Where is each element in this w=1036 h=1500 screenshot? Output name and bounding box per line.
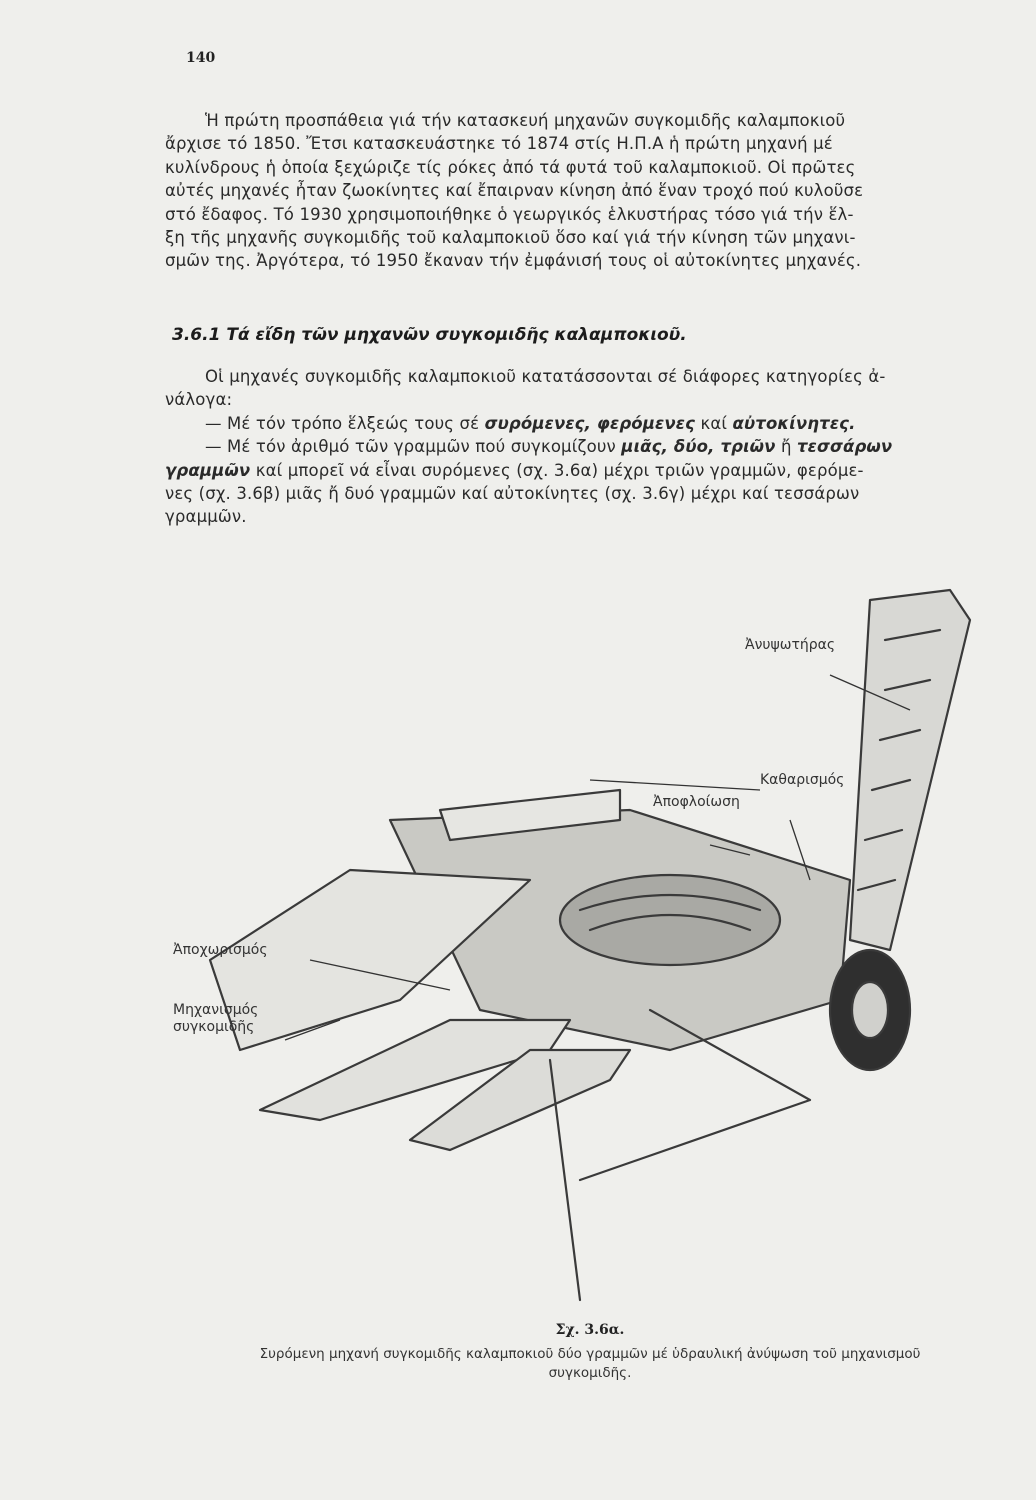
figure-corn-harvester bbox=[150, 580, 1030, 1320]
elevator bbox=[850, 590, 970, 950]
label-mechanism-line: Μηχανισμός bbox=[173, 1002, 259, 1018]
intro-line: αὐτές μηχανές ἦταν ζωοκίνητες καί ἔπαιρναν κίνηση ἀπό ἕναν τροχό πού κυλοῦσε bbox=[165, 181, 864, 201]
item-term: τεσσάρων bbox=[796, 437, 893, 457]
caption-line: συγκομιδῆς. bbox=[548, 1365, 632, 1381]
item-text: ἤ bbox=[775, 437, 797, 457]
label-separation: Ἀποχωρισμός bbox=[173, 942, 268, 958]
label-cleaning: Καθαρισμός bbox=[760, 772, 845, 788]
item-text: καί μπορεῖ νά εἶναι συρόμενες (σχ. 3.6α) μέχρι τριῶν γραμμῶν, φερόμε- bbox=[250, 460, 864, 480]
section-heading: 3.6.1 Τά εἴδη τῶν μηχανῶν συγκομιδῆς καλαμποκιοῦ. bbox=[172, 325, 687, 345]
intro-line: κυλίνδρους ἡ ὁποία ξεχώριζε τίς ρόκες ἀπό τά φυτά τοῦ καλαμποκιοῦ. Οἱ πρῶτες bbox=[165, 157, 856, 177]
section-intro-line: νάλογα: bbox=[165, 390, 233, 410]
intro-line: ξη τῆς μηχανῆς συγκομιδῆς τοῦ καλαμποκιοῦ ὅσο καί γιά τήν κίνηση τῶν μηχανι- bbox=[165, 228, 856, 248]
section-intro-line: Οἱ μηχανές συγκομιδῆς καλαμποκιοῦ κατατάσσονται σέ διάφορες κατηγορίες ἀ- bbox=[205, 367, 886, 386]
figure-caption bbox=[160, 1345, 1020, 1383]
intro-line: στό ἔδαφος. Τό 1930 χρησιμοποιήθηκε ὁ γεωργικός ἑλκυστήρας τόσο γιά τήν ἕλ- bbox=[165, 204, 854, 224]
husking-rolls bbox=[560, 875, 780, 965]
item-continuation: γραμμῶν. bbox=[165, 507, 247, 527]
label-mechanism-line: συγκομιδῆς bbox=[173, 1019, 255, 1035]
item-continuation bbox=[165, 459, 1023, 482]
caption-line: Συρόμενη μηχανή συγκομιδῆς καλαμποκιοῦ δύο γραμμῶν μέ ὑδραυλική ἀνύψωση τοῦ μηχανισμοῦ bbox=[259, 1346, 921, 1362]
intro-line: σμῶν της. Ἀργότερα, τό 1950 ἔκαναν τήν ἐμφάνισή τους οἱ αὐτοκίνητες μηχανές. bbox=[165, 251, 862, 271]
category-item-traction bbox=[165, 412, 1023, 435]
label-elevator: Ἀνυψωτήρας bbox=[745, 637, 836, 653]
label-mechanism bbox=[173, 1002, 258, 1036]
item-term: συρόμενες, φερόμενες bbox=[484, 413, 696, 433]
item-text: καί bbox=[695, 413, 733, 433]
item-text: — Μέ τόν ἀριθμό τῶν γραμμῶν πού συγκομίζουν bbox=[205, 437, 622, 457]
item-term: μιᾶς, δύο, τριῶν bbox=[621, 437, 776, 457]
page-number: 140 bbox=[186, 50, 216, 66]
section-paragraph bbox=[165, 365, 1023, 529]
item-text: — Μέ τόν τρόπο ἕλξεώς τους σέ bbox=[205, 413, 485, 433]
intro-paragraph bbox=[165, 109, 1023, 273]
item-term: γραμμῶν bbox=[165, 460, 251, 480]
label-husking: Ἀποφλοίωση bbox=[653, 794, 740, 810]
item-continuation: νες (σχ. 3.6β) μιᾶς ἤ δυό γραμμῶν καί αὐτοκίνητες (σχ. 3.6γ) μέχρι καί τεσσάρων bbox=[165, 484, 860, 504]
intro-line: ἄρχισε τό 1850. Ἔτσι κατασκευάστηκε τό 1874 στίς Η.Π.Α ἡ πρώτη μηχανή μέ bbox=[165, 134, 833, 154]
harvester-illustration bbox=[150, 580, 1030, 1320]
item-term: αὐτοκίνητες. bbox=[732, 413, 856, 433]
figure-number: Σχ. 3.6α. bbox=[555, 1322, 625, 1338]
intro-line: Ἡ πρώτη προσπάθεια γιά τήν κατασκευή μηχανῶν συγκομιδῆς καλαμποκιοῦ bbox=[205, 111, 846, 130]
category-item-rows bbox=[165, 435, 1023, 458]
